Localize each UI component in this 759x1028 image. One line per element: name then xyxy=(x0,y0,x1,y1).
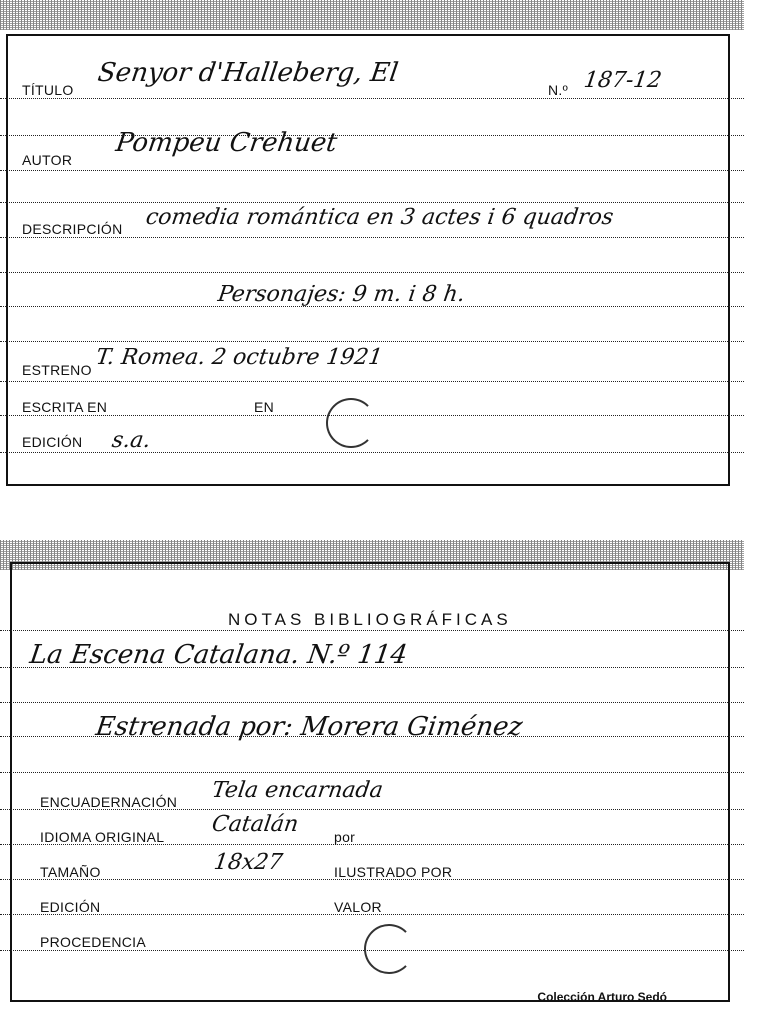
titulo-value: Senyor d'Halleberg, El xyxy=(95,58,400,88)
edicion-label: EDICIÓN xyxy=(22,434,83,450)
library-stamp-icon xyxy=(364,924,414,974)
edicion-label: EDICIÓN xyxy=(40,899,101,915)
ruled-line xyxy=(0,202,744,203)
valor-label: VALOR xyxy=(334,899,382,915)
scan-noise-edge xyxy=(0,0,744,30)
tamano-value: 18x27 xyxy=(212,850,285,875)
estreno-value: T. Romea. 2 octubre 1921 xyxy=(94,345,385,370)
ruled-line xyxy=(0,237,744,238)
ruled-line xyxy=(0,381,744,382)
edicion-value: s.a. xyxy=(110,428,153,453)
por-label: por xyxy=(334,829,356,845)
numero-label: N.º xyxy=(548,82,569,98)
descripcion-label: DESCRIPCIÓN xyxy=(22,221,123,237)
idioma-value: Catalán xyxy=(210,812,300,837)
escrita-en-label: ESCRITA EN xyxy=(22,399,108,415)
encuadernacion-label: ENCUADERNACIÓN xyxy=(40,794,178,810)
nota-1: La Escena Catalana. N.º 114 xyxy=(27,640,410,670)
ruled-line xyxy=(0,98,744,99)
titulo-label: TÍTULO xyxy=(22,82,74,98)
ruled-line xyxy=(0,272,744,273)
numero-value: 187-12 xyxy=(582,68,664,93)
collection-footer: Colección Arturo Sedó xyxy=(537,990,667,1004)
encuadernacion-value: Tela encarnada xyxy=(210,778,385,803)
ruled-line xyxy=(0,630,744,631)
catalog-card-back xyxy=(0,540,744,1002)
en-label: EN xyxy=(254,399,275,415)
ruled-line xyxy=(0,341,744,342)
personajes-value: Personajes: 9 m. i 8 h. xyxy=(216,282,467,307)
idioma-label: IDIOMA ORIGINAL xyxy=(40,829,165,845)
library-stamp-icon xyxy=(326,398,376,448)
ruled-line xyxy=(0,170,744,171)
catalog-card-front xyxy=(0,0,744,490)
nota-2: Estrenada por: Morera Giménez xyxy=(93,712,525,742)
procedencia-label: PROCEDENCIA xyxy=(40,934,146,950)
ruled-line xyxy=(0,702,744,703)
tamano-label: TAMAÑO xyxy=(40,864,101,880)
ilustrado-label: ILUSTRADO POR xyxy=(334,864,453,880)
autor-label: AUTOR xyxy=(22,152,73,168)
descripcion-value: comedia romántica en 3 actes i 6 quadros xyxy=(144,205,615,230)
estreno-label: ESTRENO xyxy=(22,362,92,378)
ruled-line xyxy=(0,135,744,136)
notas-heading: NOTAS BIBLIOGRÁFICAS xyxy=(228,610,512,629)
ruled-line xyxy=(0,772,744,773)
autor-value: Pompeu Crehuet xyxy=(113,128,339,158)
